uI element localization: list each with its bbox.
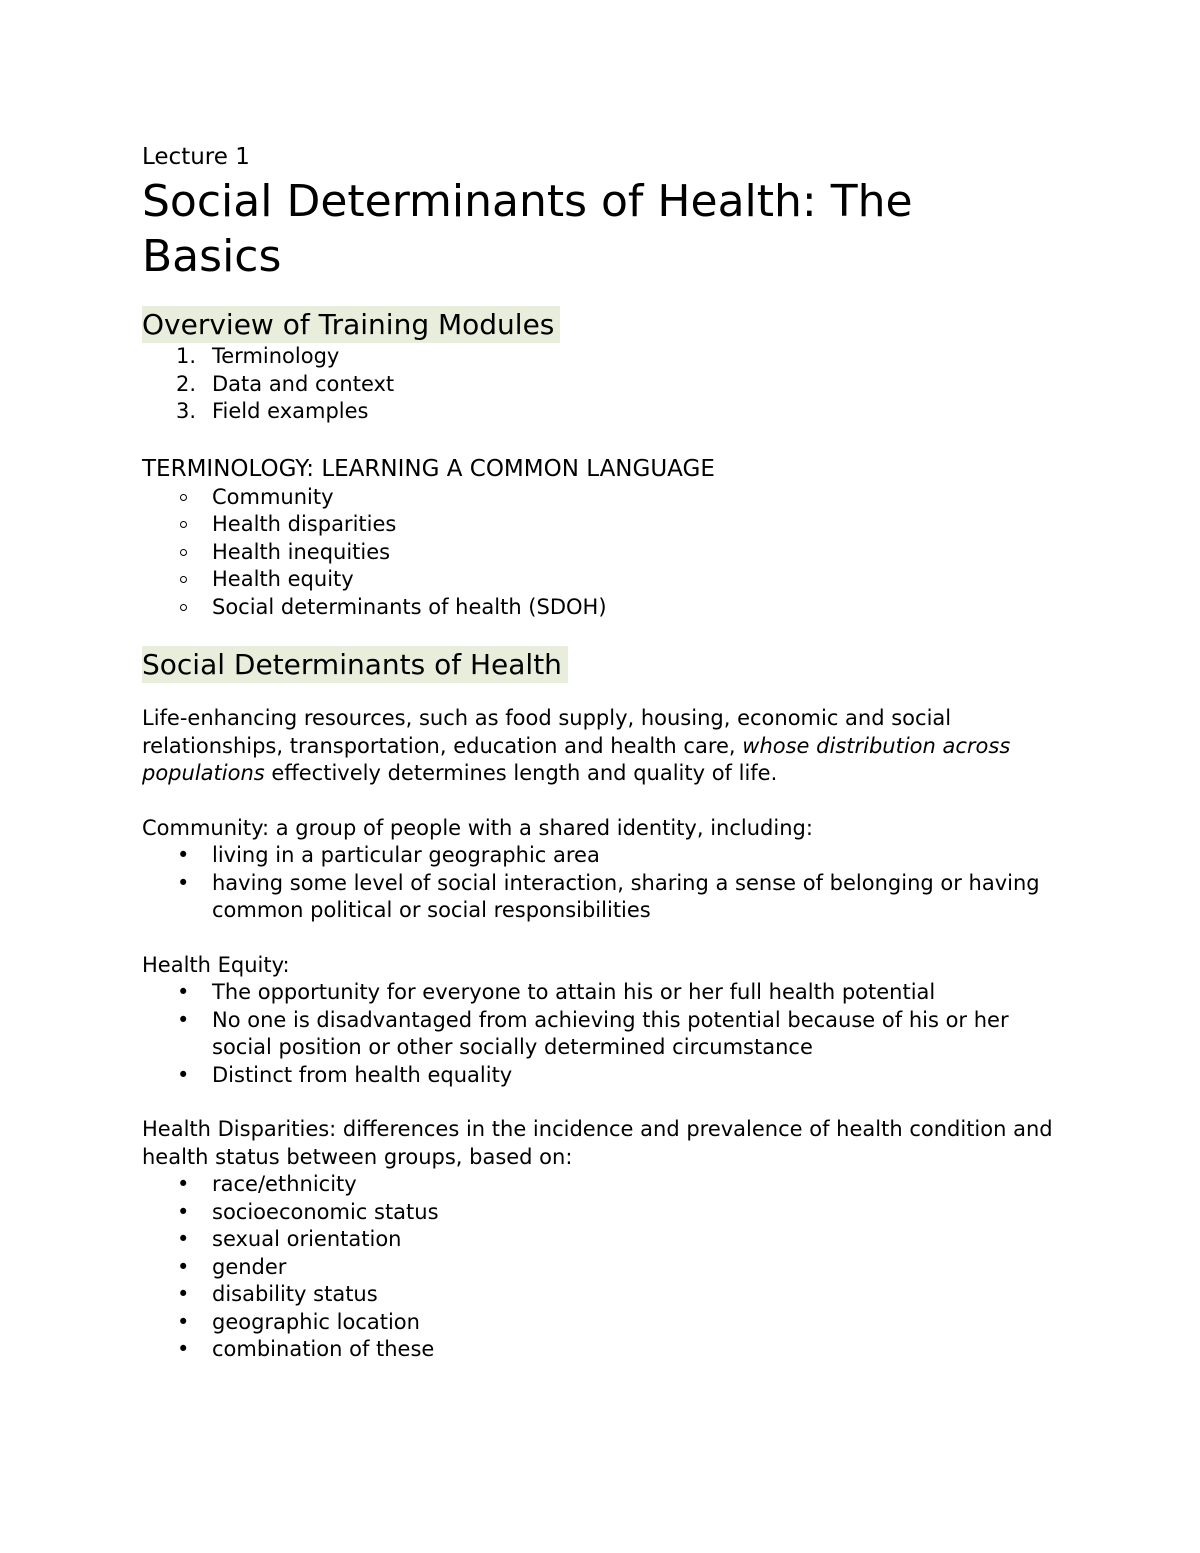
list-item	[142, 343, 1072, 371]
bullet-icon: •	[177, 870, 190, 895]
list-item	[142, 484, 1072, 512]
list-item-text: Data and context	[212, 371, 395, 396]
list-item-text: socioeconomic status	[212, 1199, 439, 1224]
community-definition: Community: a group of people with a shared identity, including:	[142, 815, 813, 840]
list-item	[142, 842, 1072, 870]
list-item-text: Health inequities	[212, 539, 391, 564]
health-disparities-definition: Health Disparities: differences in the incidence and prevalence of health condition and health status between groups, based on:	[142, 1117, 1053, 1169]
list-item	[142, 1199, 1072, 1227]
sdoh-definition-emphasis: whose distribution across populations	[142, 733, 1011, 785]
list-item-text: geographic location	[212, 1309, 420, 1334]
document-title	[142, 174, 1072, 284]
circle-bullet-icon	[180, 549, 187, 556]
bullet-icon: •	[177, 1199, 190, 1224]
list-item	[142, 1281, 1072, 1309]
list-item	[142, 566, 1072, 594]
list-item-text: Health disparities	[212, 512, 397, 536]
list-item	[142, 539, 1072, 567]
list-item-text: Community	[212, 484, 334, 509]
circle-bullet-icon	[180, 494, 187, 501]
bullet-icon: •	[177, 843, 190, 867]
document-title-line2: Basics	[142, 231, 282, 282]
circle-bullet-icon	[180, 521, 187, 528]
health-equity-list	[142, 979, 1072, 1089]
terminology-list	[142, 484, 1072, 622]
sdoh-heading	[142, 647, 1072, 683]
list-item	[142, 398, 1072, 426]
list-item-text: sexual orientation	[212, 1227, 402, 1251]
bullet-icon: •	[177, 1062, 190, 1087]
list-item	[142, 1007, 1072, 1062]
list-item	[142, 371, 1072, 399]
sdoh-heading-text: Social Determinants of Health	[142, 646, 568, 683]
list-item-text: gender	[212, 1254, 287, 1279]
bullet-icon: •	[177, 1337, 190, 1361]
list-item	[142, 1171, 1072, 1199]
bullet-icon: •	[177, 1254, 190, 1279]
list-item	[142, 1062, 1072, 1090]
document-page	[142, 140, 1072, 1364]
overview-heading	[142, 307, 1072, 343]
health-disparities-list	[142, 1171, 1072, 1364]
list-item-text: Field examples	[212, 399, 369, 423]
sdoh-definition-part2: effectively determines length and quality of life.	[264, 761, 778, 785]
terminology-heading: TERMINOLOGY: LEARNING A COMMON LANGUAGE	[142, 455, 715, 482]
circle-bullet-icon	[180, 576, 187, 583]
bullet-icon: •	[177, 1309, 190, 1334]
list-number: 1.	[176, 344, 197, 368]
list-item	[142, 1226, 1072, 1254]
bullet-icon: •	[177, 1007, 190, 1032]
list-item-text: disability status	[212, 1282, 378, 1306]
bullet-icon: •	[177, 1172, 190, 1196]
list-item	[142, 1336, 1072, 1364]
document-title-line1: Social Determinants of Health: The	[142, 176, 913, 227]
list-item-text: having some level of social interaction, sharing a sense of belonging or having common political or social responsibilities	[212, 870, 1040, 922]
lecture-label: Lecture 1	[142, 144, 250, 170]
bullet-icon: •	[177, 980, 190, 1004]
list-item-text: No one is disadvantaged from achieving this potential because of his or her social position or other socially determined circumstance	[212, 1007, 1009, 1059]
list-item-text: Terminology	[212, 344, 340, 368]
bullet-icon: •	[177, 1227, 190, 1251]
list-item	[142, 979, 1072, 1007]
community-list	[142, 842, 1072, 925]
list-item-text: The opportunity for everyone to attain his or her full health potential	[212, 980, 936, 1004]
list-item	[142, 870, 1072, 925]
list-item	[142, 594, 1072, 622]
list-item	[142, 511, 1072, 539]
list-number: 3.	[176, 399, 197, 423]
list-item	[142, 1309, 1072, 1337]
list-item	[142, 1254, 1072, 1282]
list-item-text: Health equity	[212, 567, 354, 591]
circle-bullet-icon	[180, 604, 187, 611]
list-item-text: living in a particular geographic area	[212, 843, 600, 867]
sdoh-definition-part1: Life-enhancing resources, such as food supply, housing, economic and social relationships, transportation, education and health care,	[142, 706, 952, 758]
health-equity-label: Health Equity:	[142, 952, 290, 977]
list-number: 2.	[176, 371, 197, 396]
sdoh-definition	[142, 705, 1072, 788]
overview-list	[142, 343, 1072, 426]
bullet-icon: •	[177, 1282, 190, 1306]
list-item-text: combination of these	[212, 1337, 435, 1361]
list-item-text: Distinct from health equality	[212, 1062, 513, 1087]
list-item-text: Social determinants of health (SDOH)	[212, 594, 607, 619]
list-item-text: race/ethnicity	[212, 1172, 357, 1196]
overview-heading-text: Overview of Training Modules	[142, 306, 560, 343]
